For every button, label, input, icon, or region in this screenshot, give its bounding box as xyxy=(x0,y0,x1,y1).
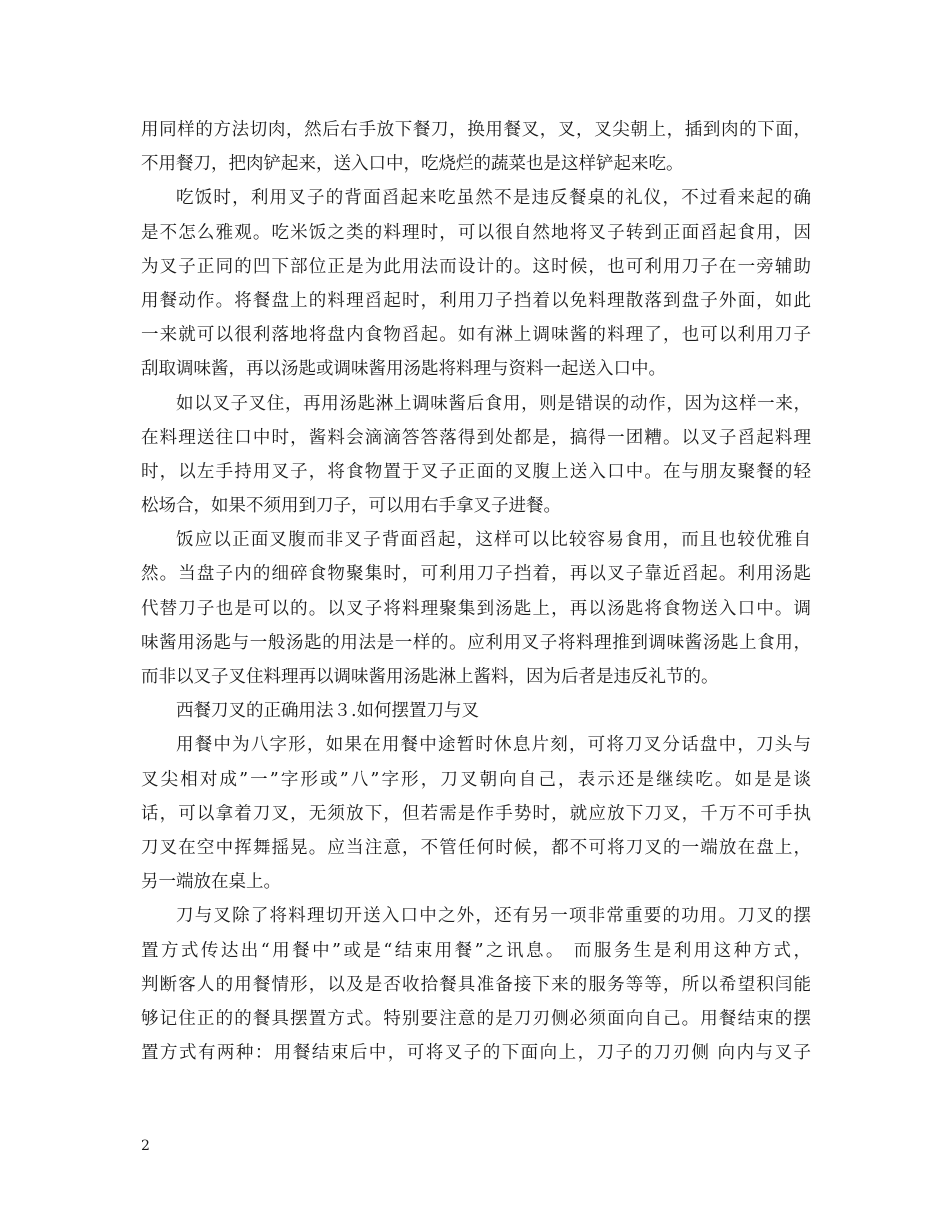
text-line: 味酱用汤匙与一般汤匙的用法是一样的。应利用叉子将料理推到调味酱汤匙上食用， xyxy=(141,632,811,653)
text-line: 在料理送往口中时，酱料会滴滴答答落得到处都是，搞得一团糟。以叉子舀起料理 xyxy=(141,427,811,448)
text-line: 判断客人的用餐情形，以及是否收拾餐具准备接下来的服务等等，所以希望积闫能 xyxy=(141,974,811,995)
text-line: 用餐中为八字形，如果在用餐中途暂时休息片刻，可将刀叉分话盘中，刀头与 xyxy=(176,735,811,756)
text-line: 为叉子正同的凹下部位正是为此用法而设计的。这时候，也可利用刀子在一旁辅助 xyxy=(141,256,811,277)
text-line: 置方式有两种：用餐结束后中，可将叉子的下面向上，刀子的刀刃侧 向内与叉子 xyxy=(141,1043,811,1064)
text-line: 刮取调味酱，再以汤匙或调味酱用汤匙将料理与资料一起送入口中。 xyxy=(141,359,666,380)
text-line: 代替刀子也是可以的。以叉子将料理聚集到汤匙上，再以汤匙将食物送入口中。调 xyxy=(141,598,811,619)
text-line: 话，可以拿着刀叉，无须放下，但若需是作手势时，就应放下刀叉，千万不可手执 xyxy=(141,803,811,824)
text-line: 够记住正的的餐具摆置方式。特别要注意的是刀刃侧必须面向自己。用餐结束的摆 xyxy=(141,1008,811,1029)
text-line: 松场合，如果不须用到刀子，可以用右手拿叉子进餐。 xyxy=(141,496,561,517)
paragraph xyxy=(141,387,811,524)
text-line: 然。当盘子内的细碎食物聚集时，可利用刀子挡着，再以叉子靠近舀起。利用汤匙 xyxy=(141,564,811,585)
paragraph xyxy=(141,899,811,1070)
text-line: 是不怎么雅观。吃米饭之类的料理时，可以很自然地将叉子转到正面舀起食用，因 xyxy=(141,222,811,243)
text-line: 如以叉子叉住，再用汤匙淋上调味酱后食用，则是错误的动作，因为这样一来， xyxy=(176,393,811,414)
text-line: 饭应以正面叉腹而非叉子背面舀起，这样可以比较容易食用，而且也较优雅自 xyxy=(176,530,811,551)
text-line: 刀叉在空中挥舞摇晃。应当注意，不管任何时候，都不可将刀叉的一端放在盘上， xyxy=(141,837,811,858)
paragraph xyxy=(141,113,811,181)
text-line: 时，以左手持用叉子，将食物置于叉子正面的叉腹上送入口中。在与朋友聚餐的轻 xyxy=(141,461,811,482)
section-heading xyxy=(141,694,811,728)
text-line: 刀与叉除了将料理切开送入口中之外，还有另一项非常重要的功用。刀叉的摆 xyxy=(176,906,811,927)
text-line: 吃饭时，利用叉子的背面舀起来吃虽然不是违反餐桌的礼仪，不过看来起的确 xyxy=(176,188,811,209)
page-number: 2 xyxy=(141,1138,150,1154)
text-line: 叉尖相对成”一”字形或”八”字形，刀叉朝向自己，表示还是继续吃。如是是谈 xyxy=(141,769,811,790)
text-line: 西餐刀叉的正确用法３.如何摆置刀与叉 xyxy=(176,701,480,722)
document-body xyxy=(141,113,811,1070)
text-line: 另一端放在桌上。 xyxy=(141,872,281,893)
paragraph xyxy=(141,728,811,899)
text-line: 用同样的方法切肉，然后右手放下餐刀，换用餐叉，叉，叉尖朝上，插到肉的下面， xyxy=(141,120,811,140)
text-line: 不用餐刀，把肉铲起来，送入口中，吃烧烂的蔬菜也是这样铲起来吃。 xyxy=(141,154,684,175)
text-line: 置方式传达出“用餐中”或是“结束用餐”之讯息。 而服务生是利用这种方式， xyxy=(141,940,811,961)
text-line: 一来就可以很利落地将盘内食物舀起。如有淋上调味酱的料理了，也可以利用刀子 xyxy=(141,325,811,346)
text-line: 用餐动作。将餐盘上的料理舀起时，利用刀子挡着以免料理散落到盘子外面，如此 xyxy=(141,290,811,311)
paragraph xyxy=(141,523,811,694)
paragraph xyxy=(141,181,811,386)
text-line: 而非以叉子叉住料理再以调味酱用汤匙淋上酱料，因为后者是违反礼节的。 xyxy=(141,667,719,687)
